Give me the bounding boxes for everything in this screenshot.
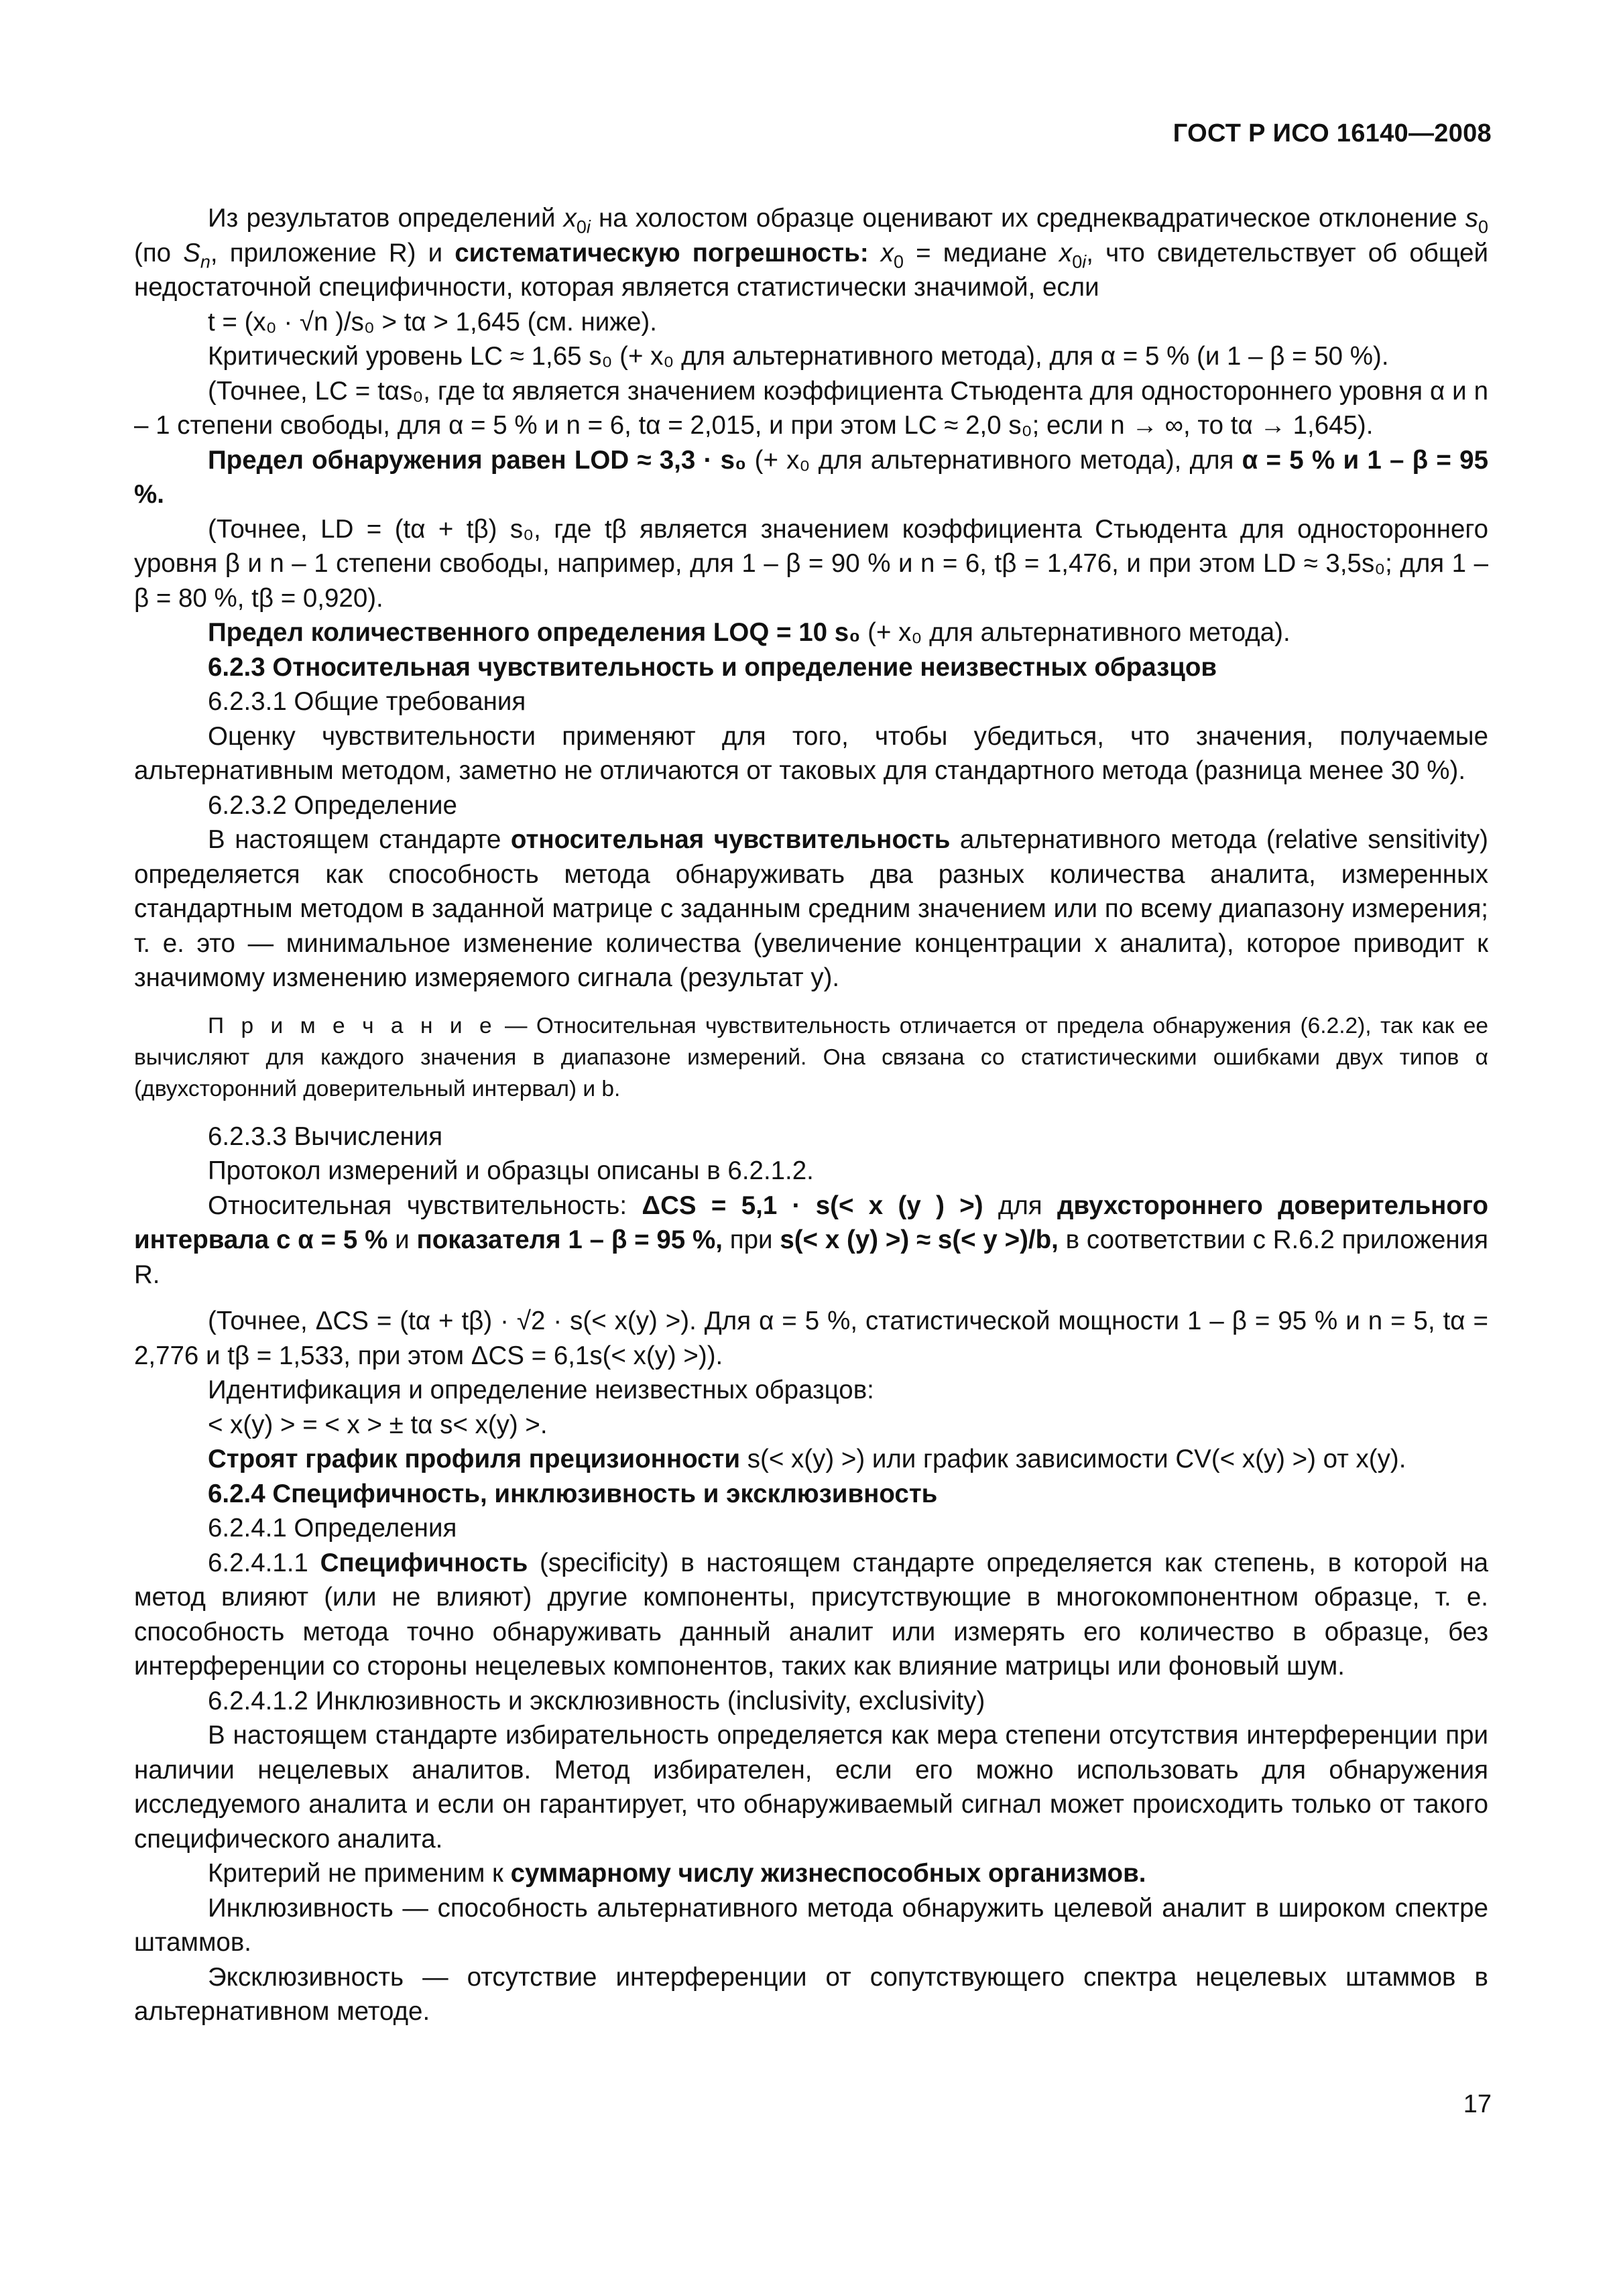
bold-term: систематическую погрешность:	[455, 238, 869, 267]
text-run: альтернативного метода (relative sensitivity) определяется как способность метода обнаруживать два разных количества аналита, измеренных стандартным методом в заданной матрице с заданным средним значением или по всему диапазону измерения; т. е. это — минимальное изменение количества (увеличение концентрации x аналита), которое приводит к значимому изменению измеряемого сигнала (результат y).	[134, 825, 1488, 992]
standard-header: ГОСТ Р ИСО 16140—2008	[1173, 119, 1492, 147]
heading-6-2-3-3: 6.2.3.3 Вычисления	[208, 1122, 443, 1151]
note	[134, 1010, 1488, 1105]
note-label: П р и м е ч а н и е	[208, 1013, 496, 1038]
paragraph-6-2-3-1: Оценку чувствительности применяют для того, чтобы убедиться, что значения, получаемые альтернативным методом, заметно не отличаются от таковых для стандартного метода (разница менее 30 %).	[134, 721, 1488, 785]
paragraph-specificity	[134, 1546, 1488, 1684]
document-body	[134, 201, 1488, 2029]
paragraph-exclusivity: Эксклюзивность — отсутствие интерференции от сопутствующего спектра нецелевых штаммов в альтернативном методе.	[134, 1962, 1488, 2026]
paragraph-sensitivity-detail: (Точнее, ΔCS = (tα + tβ) · √2 · s(< x(y) >). Для α = 5 %, статистической мощности 1 – β = 95 % и n = 5, tα = 2,776 и tβ = 1,533, при этом ΔCS = 6,1s(< x(y) >)).	[134, 1307, 1488, 1370]
text-run: Критерий не применим к	[208, 1859, 511, 1888]
text-run: Относительная чувствительность:	[208, 1191, 642, 1220]
bold-term: ΔCS = 5,1 · s(< x (y ) >)	[642, 1191, 983, 1220]
paragraph-inclusivity: Инклюзивность — способность альтернативного метода обнаружить целевой аналит в широком спектре штаммов.	[134, 1893, 1488, 1957]
paragraph-relative-sensitivity	[134, 1189, 1488, 1292]
equation-identification: < x(y) > = < x > ± tα s< x(y) >.	[208, 1410, 548, 1439]
text-run: в соответствии с R.6.2 приложения R.	[134, 1225, 1488, 1289]
paragraph-protocol: Протокол измерений и образцы описаны в 6.2.1.2.	[208, 1156, 814, 1185]
text-run: 6.2.4.1.1	[208, 1548, 320, 1577]
paragraph-ld-detail: (Точнее, LD = (tα + tβ) s₀, где tβ является значением коэффициента Стьюдента для одностороннего уровня β и n – 1 степени свободы, например, для 1 – β = 90 % и n = 6, tβ = 1,476, и при этом LD ≈ 3,5s₀; для 1 – β = 80 %, tβ = 0,920).	[134, 514, 1488, 613]
paragraph-lod	[134, 443, 1488, 512]
text-run: , приложение R) и	[210, 238, 455, 267]
text-run: на холостом образце оценивают их среднеквадратическое отклонение	[590, 204, 1465, 233]
bold-term: показателя 1 – β = 95 %,	[416, 1225, 723, 1254]
bold-term: α = 5 % и 1 – β = 95 %.	[134, 445, 1488, 509]
text-run: Из результатов определений	[208, 204, 564, 233]
paragraph-critical-level-detail: (Точнее, LC = tαs₀, где tα является значением коэффициента Стьюдента для одностороннего уровня α и n – 1 степени свободы, для α = 5 % и n = 6, tα = 2,015, и при этом LC ≈ 2,0 s₀; если n → ∞, то tα → 1,645).	[134, 376, 1488, 440]
paragraph-identification: Идентификация и определение неизвестных образцов:	[208, 1376, 874, 1404]
bold-term: двухстороннего доверительного интервала с α = 5 %	[134, 1191, 1488, 1254]
paragraph-precision-profile	[134, 1442, 1488, 1477]
paragraph-6-2-3-2	[134, 823, 1488, 995]
heading-6-2-4: 6.2.4 Специфичность, инклюзивность и эксклюзивность	[208, 1479, 938, 1508]
heading-6-2-3-2: 6.2.3.2 Определение	[208, 790, 457, 820]
text-run: В настоящем стандарте	[208, 825, 511, 854]
heading-6-2-4-1-2: 6.2.4.1.2 Инклюзивность и эксклюзивность (inclusivity, exclusivity)	[208, 1686, 985, 1715]
text-run: при	[722, 1225, 780, 1254]
bold-term: s(< x (y) >) ≈ s(< y >)/b,	[780, 1225, 1059, 1254]
bold-term: относительная чувствительность	[510, 825, 951, 854]
text-run: , что свидетельствует об общей недостаточной специфичности, которая является статистически значимой, если	[134, 238, 1488, 302]
bold-term: Строят график профиля прецизионности	[208, 1445, 741, 1473]
note-text: — Относительная чувствительность отличается от предела обнаружения (6.2.2), так как ее вычисляют для каждого значения в диапазоне измерений. Она связана со статистическими ошибками двух типов α (двухсторонний доверительный интервал) и b.	[134, 1013, 1488, 1101]
page-number: 17	[1463, 2090, 1492, 2118]
bold-term: Предел количественного определения LOQ = 10 s₀	[208, 618, 861, 647]
text-run: и	[387, 1225, 417, 1254]
heading-6-2-3: 6.2.3 Относительная чувствительность и определение неизвестных образцов	[208, 652, 1217, 682]
text-run: для	[983, 1191, 1057, 1220]
paragraph-selectivity: В настоящем стандарте избирательность определяется как мера степени отсутствия интерференции при наличии нецелевых аналитов. Метод избирателен, если его можно использовать для обнаружения исследуемого аналита и если он гарантирует, что обнаруживаемый сигнал может происходить только от такого специфического аналита.	[134, 1721, 1488, 1854]
text-run: (specificity) в настоящем стандарте определяется как степень, в которой на метод влияют (или не влияют) другие компоненты, присутствующие в многокомпонентном образце, т. е. способность метода точно обнаруживать данный аналит или измерять его количество в образце, без интерференции со стороны нецелевых компонентов, таких как влияние матрицы или фоновый шум.	[134, 1548, 1488, 1681]
paragraph-criterion	[134, 1856, 1488, 1891]
text-run: (+ x₀ для альтернативного метода).	[860, 618, 1290, 647]
text-run: (+ x₀ для альтернативного метода), для	[746, 445, 1242, 475]
heading-6-2-4-1: 6.2.4.1 Определения	[208, 1514, 457, 1543]
equation-t: t = (x₀ · √n )/s₀ > tα > 1,645 (см. ниже).	[208, 307, 657, 337]
heading-6-2-3-1: 6.2.3.1 Общие требования	[208, 687, 526, 716]
text-run: s(< x(y) >) или график зависимости CV(< x(y) >) от x(y).	[740, 1445, 1406, 1473]
text-run: (по	[134, 238, 184, 267]
bold-term: Предел обнаружения равен LOD ≈ 3,3 · s₀	[208, 445, 747, 475]
paragraph-blank-sample: Из результатов определений $x_{0i}$ на холостом образце оценивают их среднеквадратическое отклонение $s_0$ (по $S_n$, приложение R) и систематическую погрешность: $x_0$ = медиане $x_{0i}$, что свидетельствует об общей недостаточной специфичности, которая является статистически значимой, если	[134, 204, 1488, 302]
paragraph-loq	[134, 615, 1488, 650]
text-run: = медиане	[904, 238, 1060, 267]
bold-term: Специфичность	[320, 1548, 528, 1577]
paragraph-critical-level: Критический уровень LC ≈ 1,65 s₀ (+ x₀ для альтернативного метода), для α = 5 % (и 1 – β = 50 %).	[208, 342, 1389, 371]
bold-term: суммарному числу жизнеспособных организмов.	[510, 1859, 1146, 1888]
